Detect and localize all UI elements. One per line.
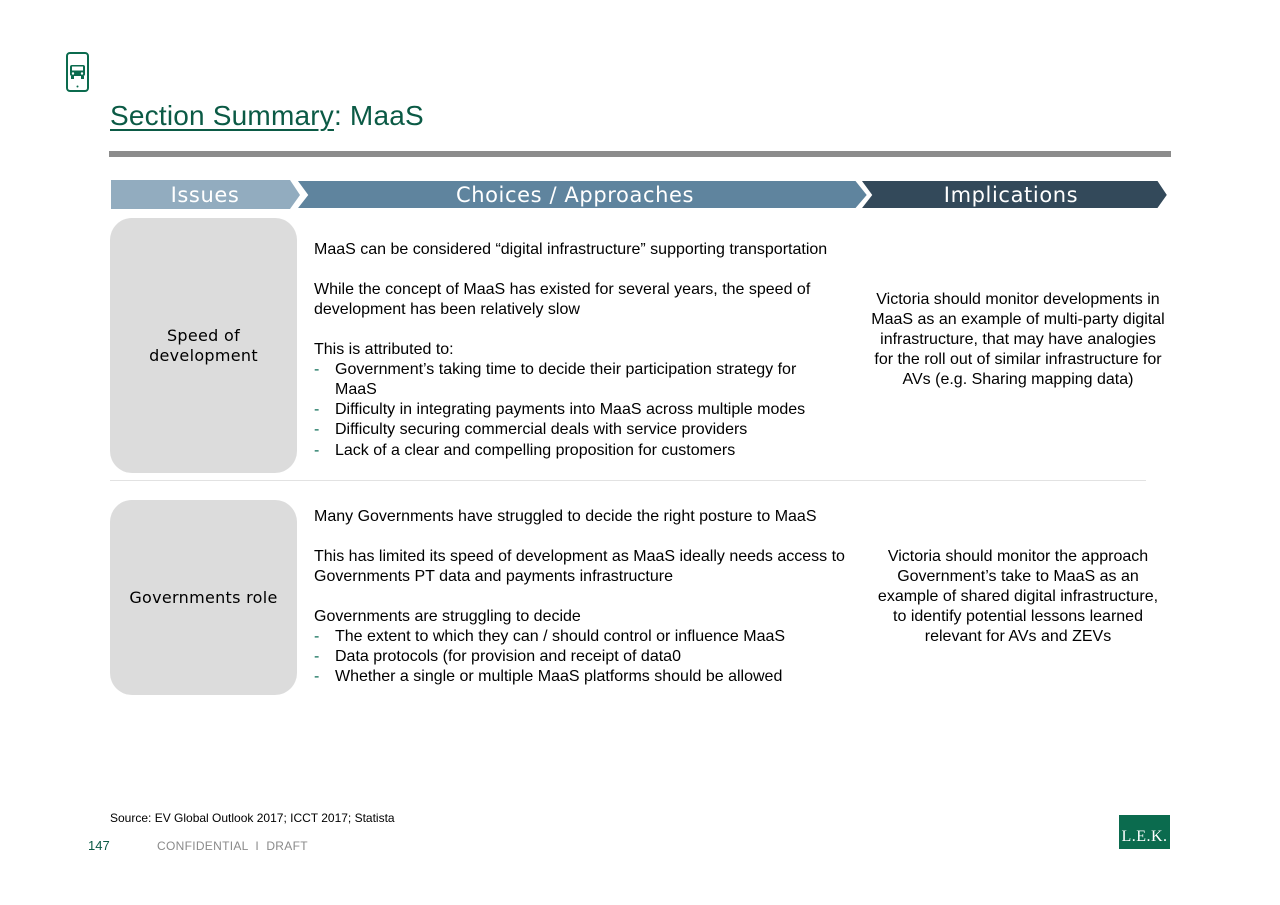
choices-paragraph: This has limited its speed of development as MaaS ideally needs access to Governments PT data and payments infrastructure bbox=[314, 548, 845, 585]
dash-bullet-icon: - bbox=[314, 361, 320, 378]
bullet-text: Government’s taking time to decide their participation strategy for MaaS bbox=[335, 361, 797, 398]
issue-governments-role bbox=[110, 500, 297, 695]
list-item bbox=[314, 400, 859, 420]
column-header-issues: Issues bbox=[170, 183, 240, 207]
dash-bullet-icon: - bbox=[314, 442, 320, 459]
list-item bbox=[314, 360, 825, 400]
choices-speed-of-development bbox=[314, 240, 859, 461]
list-item bbox=[314, 441, 859, 461]
source-note: Source: EV Global Outlook 2017; ICCT 2017; Statista bbox=[110, 811, 395, 825]
page-title-topic: : MaaS bbox=[333, 100, 424, 131]
bullet-text: The extent to which they can / should control or influence MaaS bbox=[335, 628, 786, 645]
lek-logo-text: L.E.K. bbox=[1121, 828, 1168, 845]
list-item bbox=[314, 420, 859, 440]
issue-label-line1: Governments role bbox=[129, 587, 278, 607]
page-title bbox=[110, 100, 424, 132]
implication-speed-of-development: Victoria should monitor developments in MaaS as an example of multi-party digital infrastructure, that may have analogies for the roll out of similar infrastructure for AVs (e.g. Sharing mapping data) bbox=[871, 291, 1165, 388]
bus-icon bbox=[66, 52, 89, 92]
confidential-label: CONFIDENTIAL I DRAFT bbox=[157, 839, 308, 853]
bullet-text: Difficulty in integrating payments into MaaS across multiple modes bbox=[335, 401, 806, 418]
bullet-text: Data protocols (for provision and receipt of data0 bbox=[335, 648, 681, 665]
choices-bullet-list bbox=[314, 627, 859, 687]
dash-bullet-icon: - bbox=[314, 401, 320, 418]
row-divider bbox=[110, 480, 1146, 481]
dash-bullet-icon: - bbox=[314, 668, 320, 685]
choices-paragraph: Many Governments have struggled to decide the right posture to MaaS bbox=[314, 508, 817, 525]
list-item bbox=[314, 647, 859, 667]
implication-governments-role: Victoria should monitor the approach Government’s take to MaaS as an example of shared digital infrastructure, to identify potential lessons learned relevant for AVs and ZEVs bbox=[877, 548, 1159, 645]
dash-bullet-icon: - bbox=[314, 628, 320, 645]
bullet-text: Lack of a clear and compelling proposition for customers bbox=[335, 442, 736, 459]
page-number: 147 bbox=[88, 838, 110, 853]
column-header-implications: Implications bbox=[943, 183, 1079, 207]
bullet-text: Whether a single or multiple MaaS platforms should be allowed bbox=[335, 668, 783, 685]
issue-label-line1: Speed of bbox=[166, 325, 241, 345]
choices-governments-role bbox=[314, 507, 859, 687]
choices-paragraph: While the concept of MaaS has existed for several years, the speed of development has been relatively slow bbox=[314, 281, 811, 318]
lek-logo bbox=[1119, 815, 1170, 849]
choices-paragraph: Governments are struggling to decide bbox=[314, 608, 581, 625]
title-divider bbox=[109, 151, 1171, 157]
issue-speed-of-development bbox=[110, 218, 297, 473]
dash-bullet-icon: - bbox=[314, 421, 320, 438]
choices-paragraph: MaaS can be considered “digital infrastructure” supporting transportation bbox=[314, 241, 828, 258]
list-item bbox=[314, 667, 859, 687]
section-summary-link[interactable]: Section Summary bbox=[110, 100, 334, 131]
issue-label-line2: development bbox=[149, 345, 258, 365]
list-item bbox=[314, 627, 859, 647]
dash-bullet-icon: - bbox=[314, 648, 320, 665]
bullet-text: Difficulty securing commercial deals with service providers bbox=[335, 421, 748, 438]
choices-paragraph: This is attributed to: bbox=[314, 341, 454, 358]
choices-bullet-list bbox=[314, 360, 859, 461]
column-header-choices: Choices / Approaches bbox=[455, 183, 695, 207]
